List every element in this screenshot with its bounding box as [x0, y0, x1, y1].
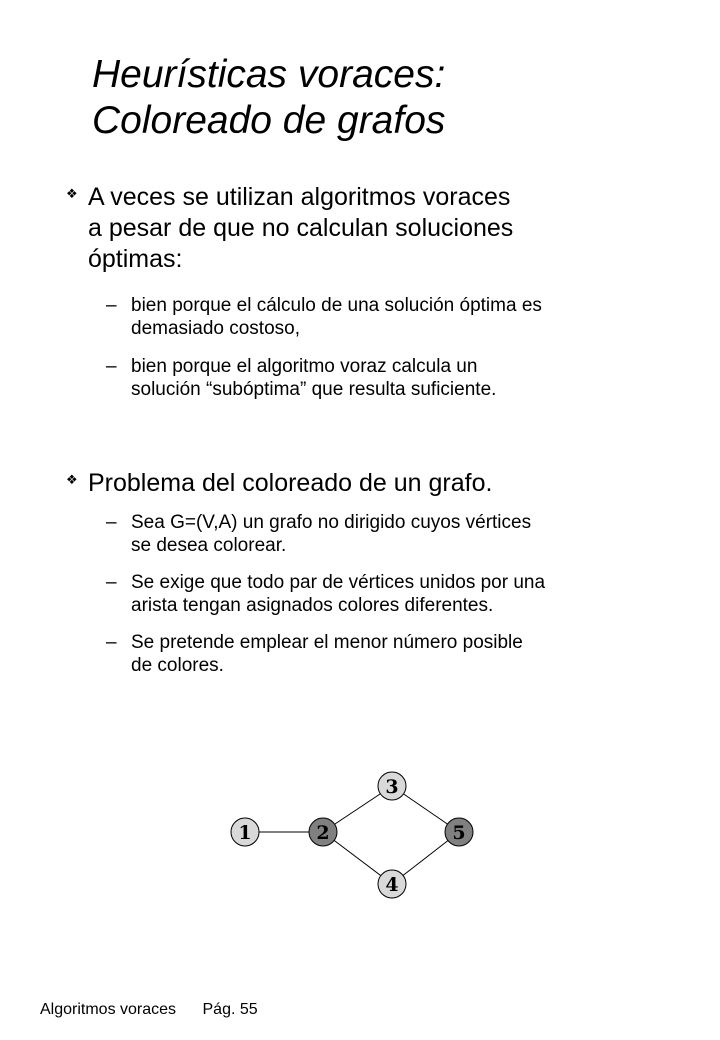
graph-node-5: [445, 818, 473, 846]
subitem-line: Se pretende emplear el menor número posible: [131, 632, 523, 653]
slide-title-line-2: Coloreado de grafos: [92, 99, 446, 142]
subitem-line: solución “subóptima” que resulta suficiente.: [131, 379, 497, 400]
graph-node-label: 4: [385, 874, 399, 896]
diamond-bullet-icon: ❖: [66, 472, 78, 487]
subitem-line: Se exige que todo par de vértices unidos por una: [131, 572, 546, 593]
graph-node-4: [378, 870, 406, 898]
graph-node-label: 1: [238, 822, 252, 844]
graph-node-3: [378, 772, 406, 800]
graph-edges: [245, 786, 459, 884]
graph-node-2: [309, 818, 337, 846]
subitem-line: bien porque el algoritmo voraz calcula un: [131, 356, 478, 377]
bullet-line: Problema del coloreado de un grafo.: [88, 469, 493, 497]
dash-marker: –: [106, 512, 117, 533]
diamond-bullet-icon: ❖: [66, 186, 78, 201]
graph-node-label: 2: [316, 822, 330, 844]
subitem-line: arista tengan asignados colores diferentes.: [131, 595, 494, 616]
bullet-line: A veces se utilizan algoritmos voraces: [88, 183, 511, 211]
dash-marker: –: [106, 295, 117, 316]
slide-title-line-1: Heurísticas voraces:: [92, 53, 446, 96]
footer-page-number: Pág. 55: [202, 1001, 258, 1018]
footer: [40, 1000, 280, 1020]
dash-marker: –: [106, 572, 117, 593]
subitem-line: se desea colorear.: [131, 535, 287, 556]
graph-node-label: 5: [452, 822, 466, 844]
bullet-line: a pesar de que no calculan soluciones: [88, 214, 514, 242]
bullet-line: óptimas:: [88, 245, 183, 273]
subitem-line: de colores.: [131, 655, 224, 676]
subitem-line: Sea G=(V,A) un grafo no dirigido cuyos vértices: [131, 512, 532, 533]
graph-nodes: [231, 772, 473, 898]
footer-course: Algoritmos voraces: [40, 1001, 177, 1018]
graph-node-1: [231, 818, 259, 846]
dash-marker: –: [106, 632, 117, 653]
subitem-line: bien porque el cálculo de una solución óptima es: [131, 295, 542, 316]
graph-node-label: 3: [385, 776, 399, 798]
dash-marker: –: [106, 356, 117, 377]
subitem-line: demasiado costoso,: [131, 318, 300, 339]
